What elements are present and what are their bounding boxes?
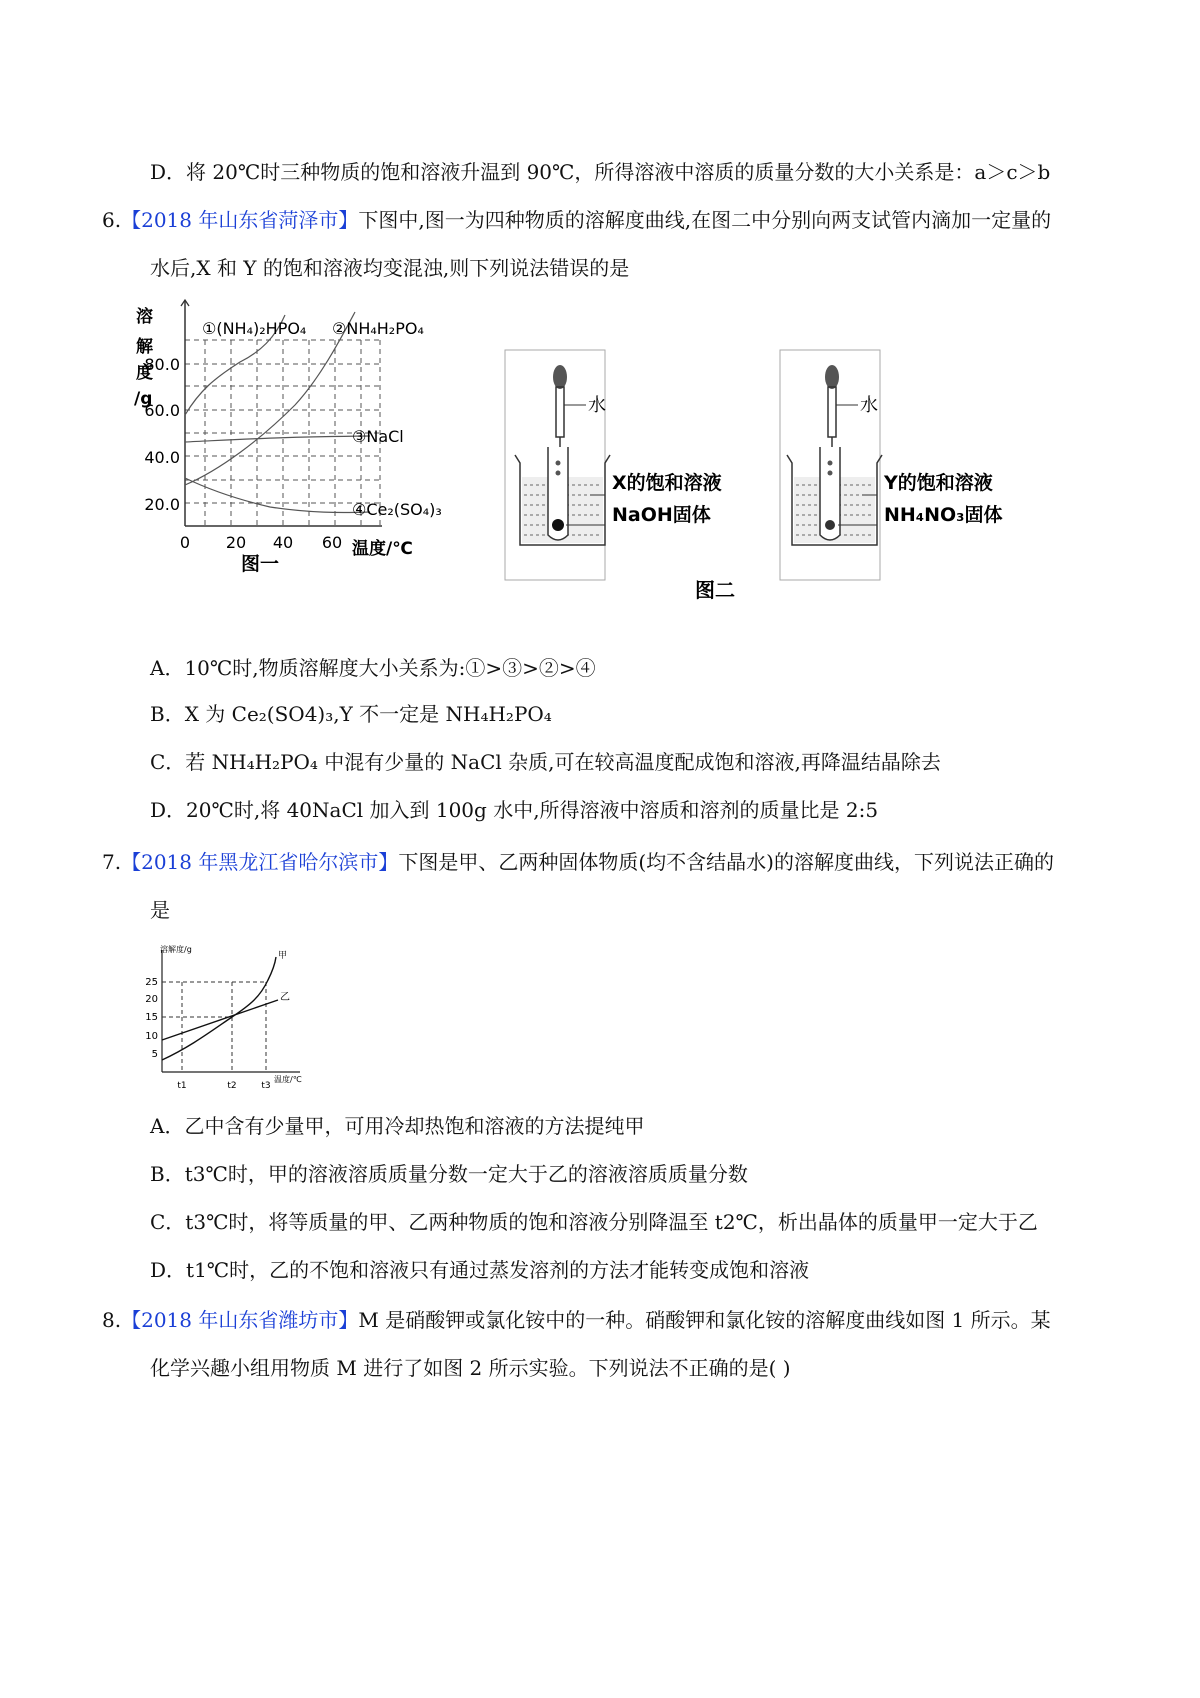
question-source: 【2018 年山东省菏泽市】 (121, 208, 359, 232)
curve-label-3: ③NaCl (352, 427, 404, 446)
question-stem: 下图中,图一为四种物质的溶解度曲线,在图二中分别向两支试管内滴加一定量的 (358, 208, 1052, 232)
curve-4 (185, 478, 370, 512)
question-source: 【2018 年黑龙江省哈尔滨市】 (121, 850, 399, 874)
q7-stem-line2: 是 (150, 898, 170, 922)
q8-stem-line1 (102, 1306, 1051, 1334)
curve-label-4: ④Ce₂(SO₄)₃ (352, 500, 442, 519)
y-label-char-3: 度 (136, 363, 153, 383)
x-tick-60: 60 (321, 533, 343, 552)
q7-option-b: B．t3℃时，甲的溶液溶质质量分数一定大于乙的溶液溶质质量分数 (150, 1162, 748, 1186)
question-number: 7. (102, 850, 122, 874)
q7-option-c: C．t3℃时，将等质量的甲、乙两种物质的饱和溶液分别降温至 t2℃，析出晶体的质量甲一定大于乙 (150, 1210, 1038, 1234)
x-tick-20: 20 (225, 533, 247, 552)
right-solid-label: NH₄NO₃固体 (884, 504, 1003, 526)
curve-yi (162, 1000, 278, 1040)
question-stem: 下图是甲、乙两种固体物质(均不含结晶水)的溶解度曲线，下列说法正确的 (398, 850, 1054, 874)
y-tick-20: 20.0 (144, 495, 180, 514)
x-tick-t2: t2 (227, 1081, 237, 1091)
q6-option-c: C．若 NH₄H₂PO₄ 中混有少量的 NaCl 杂质,可在较高温度配成饱和溶液,再降温结晶除去 (150, 750, 941, 774)
question-stem: M 是硝酸钾或氯化铵中的一种。硝酸钾和氯化铵的溶解度曲线如图 1 所示。某 (358, 1308, 1051, 1332)
q6-option-b: B．X 为 Ce₂(SO4)₃,Y 不一定是 NH₄H₂PO₄ (150, 702, 552, 726)
q6-option-d: D．20℃时,将 40NaCl 加入到 100g 水中,所得溶液中溶质和溶剂的质量比是 2:5 (150, 798, 879, 822)
q7-option-a: A．乙中含有少量甲，可用冷却热饱和溶液的方法提纯甲 (150, 1114, 645, 1138)
right-apparatus (780, 350, 882, 580)
left-solid-label: NaOH固体 (612, 504, 711, 526)
y-tick-5: 5 (151, 1049, 158, 1060)
q6-figure1-solubility-chart (120, 300, 500, 630)
label-yi: 乙 (280, 992, 290, 1003)
y-tick-80: 80.0 (144, 355, 180, 374)
q6-option-a: A．10℃时,物质溶解度大小关系为:①>③>②>④ (150, 656, 596, 680)
y-axis-label: 溶解度/g (160, 945, 192, 954)
label-jia: 甲 (278, 951, 288, 961)
question-number: 6. (102, 208, 122, 232)
left-water-label: 水 (588, 395, 606, 416)
figure1-caption: 图一 (240, 553, 280, 575)
q6-stem-line1 (102, 206, 1051, 234)
y-tick-40: 40.0 (144, 448, 180, 467)
q6-stem-line2: 水后,X 和 Y 的饱和溶液均变混浊,则下列说法错误的是 (150, 256, 630, 280)
question-source: 【2018 年山东省潍坊市】 (121, 1308, 359, 1332)
curve-jia (162, 957, 276, 1060)
x-tick-0: 0 (179, 533, 191, 552)
x-tick-40: 40 (272, 533, 294, 552)
y-tick-10: 10 (145, 1031, 158, 1042)
x-axis-label: 温度/℃ (352, 539, 413, 559)
x-tick-t3: t3 (261, 1081, 271, 1091)
y-tick-25: 25 (145, 977, 158, 988)
y-label-char-1: 溶 (136, 307, 153, 327)
q5-option-d: D．将 20℃时三种物质的饱和溶液升温到 90℃，所得溶液中溶质的质量分数的大小关系是：a＞c＞b (150, 160, 1051, 184)
y-label-char-2: 解 (136, 337, 153, 357)
question-number: 8. (102, 1308, 122, 1332)
q8-stem-line2: 化学兴趣小组用物质 M 进行了如图 2 所示实验。下列说法不正确的是( ) (150, 1356, 791, 1380)
y-tick-20: 20 (145, 994, 158, 1005)
y-tick-15: 15 (145, 1012, 158, 1023)
figure2-caption: 图二 (695, 578, 735, 602)
x-axis-label: 温度/℃ (274, 1075, 302, 1084)
curve-label-1: ①(NH₄)₂HPO₄ (202, 319, 307, 338)
curve-label-2: ②NH₄H₂PO₄ (332, 319, 424, 338)
left-solution-label: X的饱和溶液 (612, 472, 722, 494)
x-tick-t1: t1 (177, 1081, 187, 1091)
q6-figure2-apparatus (500, 345, 1060, 615)
y-label-char-4: /g (134, 389, 153, 409)
curve-3 (185, 436, 370, 442)
q7-stem-line1 (102, 848, 1054, 876)
right-solution-label: Y的饱和溶液 (884, 472, 993, 494)
left-apparatus (505, 350, 610, 580)
grid (185, 340, 380, 525)
q7-option-d: D．t1℃时，乙的不饱和溶液只有通过蒸发溶剂的方法才能转变成饱和溶液 (150, 1258, 810, 1282)
right-water-label: 水 (860, 395, 878, 416)
q7-solubility-chart (145, 942, 302, 1097)
y-tick-60: 60.0 (144, 401, 180, 420)
